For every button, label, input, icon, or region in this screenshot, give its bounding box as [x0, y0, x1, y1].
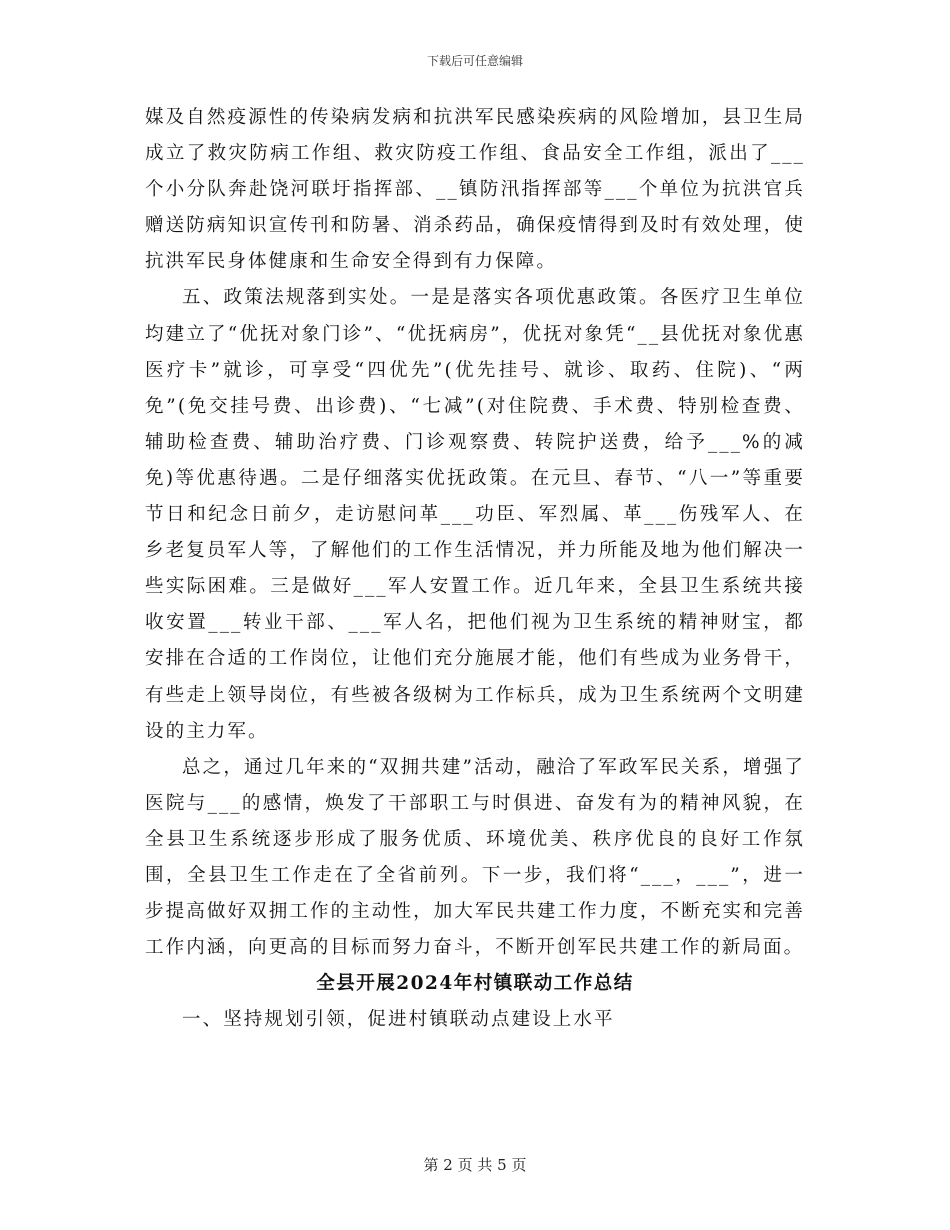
paragraph-policy: 五、政策法规落到实处。一是是落实各项优惠政策。各医疗卫生单位均建立了“优抚对象门诊”、“优抚病房”，优抚对象凭“__县优抚对象优惠医疗卡”就诊，可享受“四优先”(优先挂号、就诊、取药、住院)、“两免”(免交挂号费、出诊费)、“七减”(对住院费、手术费、特别检查费、辅助检查费、辅助治疗费、门诊观察费、转院护送费，给予___%的减免)等优惠待遇。二是仔细落实优抚政策。在元旦、春节、“八一”等重要节日和纪念日前夕，走访慰问革___功臣、军烈属、革___伤残军人、在乡老复员军人等，了解他们的工作生活情况，并力所能及地为他们解决一些实际困难。三是做好___军人安置工作。近几年来，全县卫生系统共接收安置___转业干部、___军人名，把他们视为卫生系统的精神财宝，都安排在合适的工作岗位，让他们充分施展才能，他们有些成为业务骨干，有些走上领导岗位，有些被各级树为工作标兵，成为卫生系统两个文明建设的主力军。: [145, 287, 805, 742]
paragraph-continuation: 媒及自然疫源性的传染病发病和抗洪军民感染疾病的风险增加，县卫生局成立了救灾防病工作组、救灾防疫工作组、食品安全工作组，派出了___个小分队奔赴饶河联圩指挥部、__镇防汛指挥部等___个单位为抗洪官兵赠送防病知识宣传刊和防暑、消杀药品，确保疫情得到及时有效处理，使抗洪军民身体健康和生命安全得到有力保障。: [145, 107, 805, 273]
page-footer: 第 2 页 共 5 页: [423, 1156, 527, 1174]
page-header: 下载后可任意编辑: [426, 54, 523, 68]
section-first-line: 一、坚持规划引领，促进村镇联动点建设上水平: [182, 1009, 615, 1031]
section-title: 全县开展2024年村镇联动工作总结: [316, 973, 634, 995]
paragraph-summary: 总之，通过几年来的“双拥共建”活动，融洽了军政军民关系，增强了医院与___的感情，焕发了干部职工与时俱进、奋发有为的精神风貌，在全县卫生系统逐步形成了服务优质、环境优美、秩序优良的良好工作氛围，全县卫生工作走在了全省前列。下一步，我们将“___，___”，进一步提高做好双拥工作的主动性，加大军民共建工作力度，不断充实和完善工作内涵，向更高的目标而努力奋斗，不断开创军民共建工作的新局面。: [145, 756, 805, 959]
document-body: [145, 100, 805, 1038]
